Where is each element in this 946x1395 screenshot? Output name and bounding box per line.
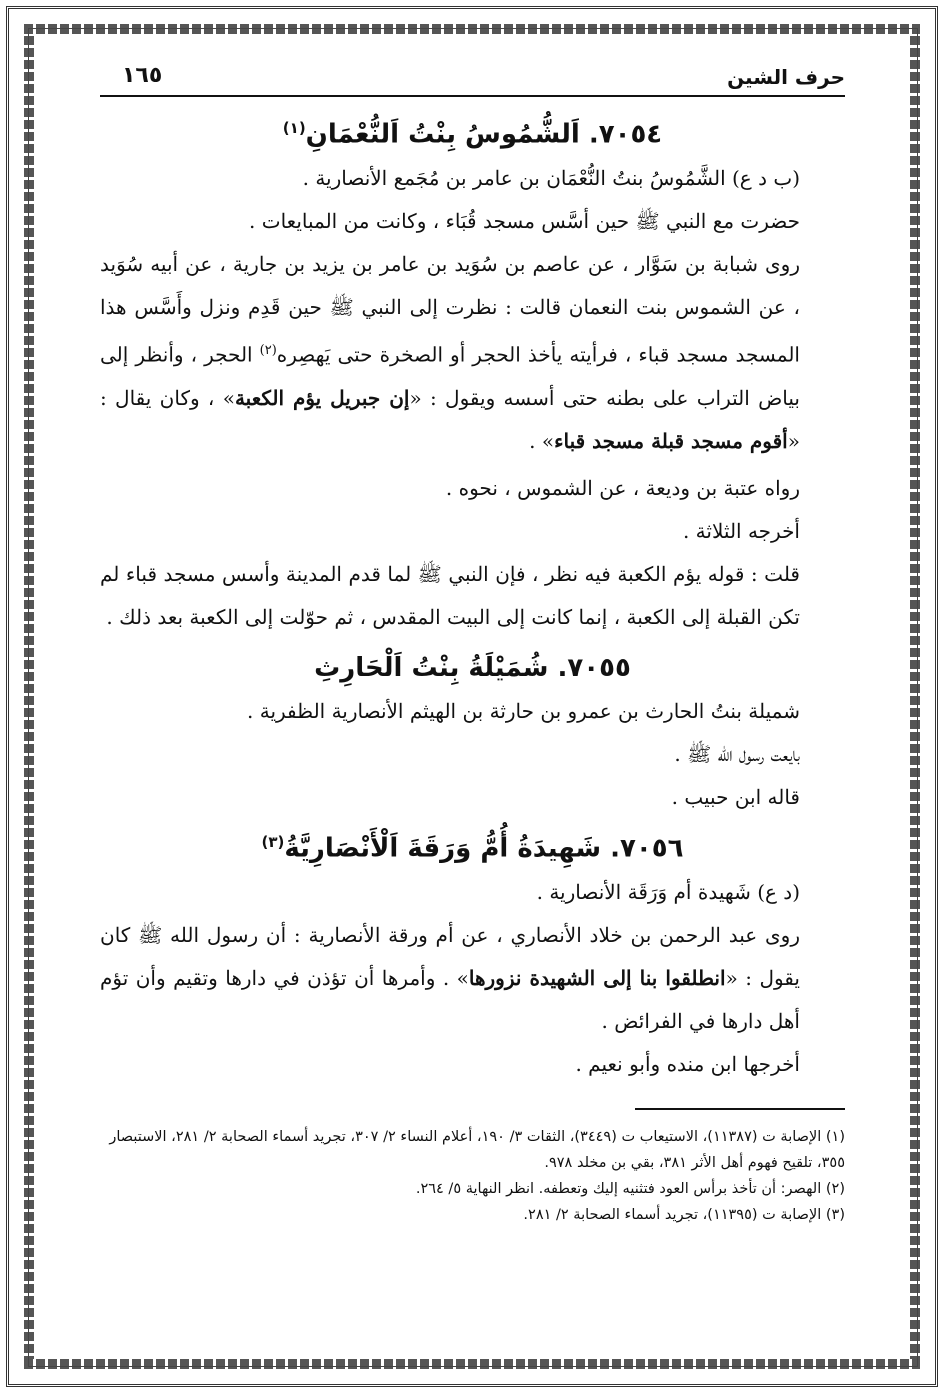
footnote-1: (١) الإصابة ت (١١٣٨٧)، الاستيعاب ت (٣٤٤٩)، الثقات ٣/ ١٩٠، أعلام النساء ٢/ ٣٠٧، تجريد أسماء الصحابة ٢/ ٢٨١، الاستبصار ٣٥٥، تلقيح فهوم أهل الأثر ٣٨١، بقي بن مخلد ٩٧٨.	[109, 1128, 845, 1171]
page-header	[100, 55, 845, 97]
running-title: حرف الشين	[727, 65, 845, 89]
quote-hadith: إن جبريل يؤم الكعبة	[234, 385, 410, 410]
quote-hadith: انطلقوا بنا إلى الشهيدة نزورها	[468, 965, 726, 990]
page-number: ١٦٥	[122, 63, 163, 88]
footnote-3: (٣) الإصابة ت (١١٣٩٥)، تجريد أسماء الصحابة ٢/ ٢٨١.	[523, 1206, 845, 1223]
paragraph: رواه عتبة بن وديعة ، عن الشموس ، نحوه .	[445, 475, 800, 500]
paragraph: قلت : قوله يؤم الكعبة فيه نظر ، فإن النبي ﷺ لما قدم المدينة وأسس مسجد قباء لم تكن القبلة إلى الكعبة ، إنما كانت إلى البيت المقدس ، ثم حوّلت إلى الكعبة بعد ذلك .	[100, 561, 800, 629]
footnote-2: (٢) الهصر: أن تأخذ برأس العود فتثنيه إليك وتعطفه. انظر النهاية ٥/ ٢٦٤.	[415, 1180, 845, 1197]
footnote-ref-2: (٢)	[259, 342, 277, 358]
paragraph: أخرجها ابن منده وأبو نعيم .	[575, 1051, 800, 1076]
paragraph: شميلة بنتُ الحارث بن عمرو بن حارثة بن الهيثم الأنصارية الظفرية .	[247, 698, 800, 723]
paragraph: روى عبد الرحمن بن خلاد الأنصاري ، عن أم ورقة الأنصارية : أن رسول الله ﷺ كان يقول : «انطلقوا بنا إلى الشهيدة نزورها» . وأمرها أن تؤذن في دارها وتقيم وأن تؤم أهل دارها في الفرائض .	[100, 922, 800, 1033]
paragraph: (د ع) شَهيدة أم وَرَقَة الأنصارية .	[536, 879, 800, 904]
footnote-ref-3: (٣)	[261, 832, 285, 851]
footnote-divider	[635, 1108, 845, 1110]
entry-heading-7054: ٧٠٥٤. اَلشُّمُوسُ بِنْتُ اَلنُّعْمَانِ$^{(١)}$	[282, 119, 663, 150]
quote-saying: أقوم مسجد قبلة مسجد قباء	[554, 428, 788, 453]
entry-heading-7055: ٧٠٥٥. شُمَيْلَةُ بِنْتُ اَلْحَارِثِ	[314, 652, 631, 683]
entry-heading-7056: ٧٠٥٦. شَهِيدَةُ أُمُّ وَرَقَةَ اَلْأَنْصَارِيَّةُ$^{(٣)}$	[261, 832, 684, 864]
paragraph: أخرجه الثلاثة .	[682, 518, 800, 543]
paragraph: (ب د ع) الشَّمُوسُ بنتُ النُّعْمَان بن عامر بن مُجَمع الأنصارية .	[302, 165, 800, 190]
paragraph: حضرت مع النبي ﷺ حين أسَّس مسجد قُبَاء ، وكانت من المبايعات .	[249, 208, 800, 233]
paragraph: بايعت رسول الله ﷺ .	[674, 741, 800, 766]
paragraph: روى شبابة بن سَوَّار ، عن عاصم بن سُوَيد بن عامر بن يزيد بن جارية ، عن أبيه سُوَيد ، عن الشموس بنت النعمان قالت : نظرت إلى النبي ﷺ حين قَدِم ونزل وأَسَّس هذا المسجد مسجد قباء ، فرأيته يأخذ الحجر أو الصخرة حتى يَهصِره$^{(٢)}$ الحجر ، وأنظر إلى بياض التراب على بطنه حتى أسسه ويقول : «إن جبريل يؤم الكعبة» ، وكان يقال : «أقوم مسجد قبلة مسجد قباء» .	[100, 251, 801, 453]
page-content	[100, 55, 845, 1228]
footnote-ref-1: (١)	[282, 119, 306, 137]
paragraph: قاله ابن حبيب .	[671, 784, 800, 809]
